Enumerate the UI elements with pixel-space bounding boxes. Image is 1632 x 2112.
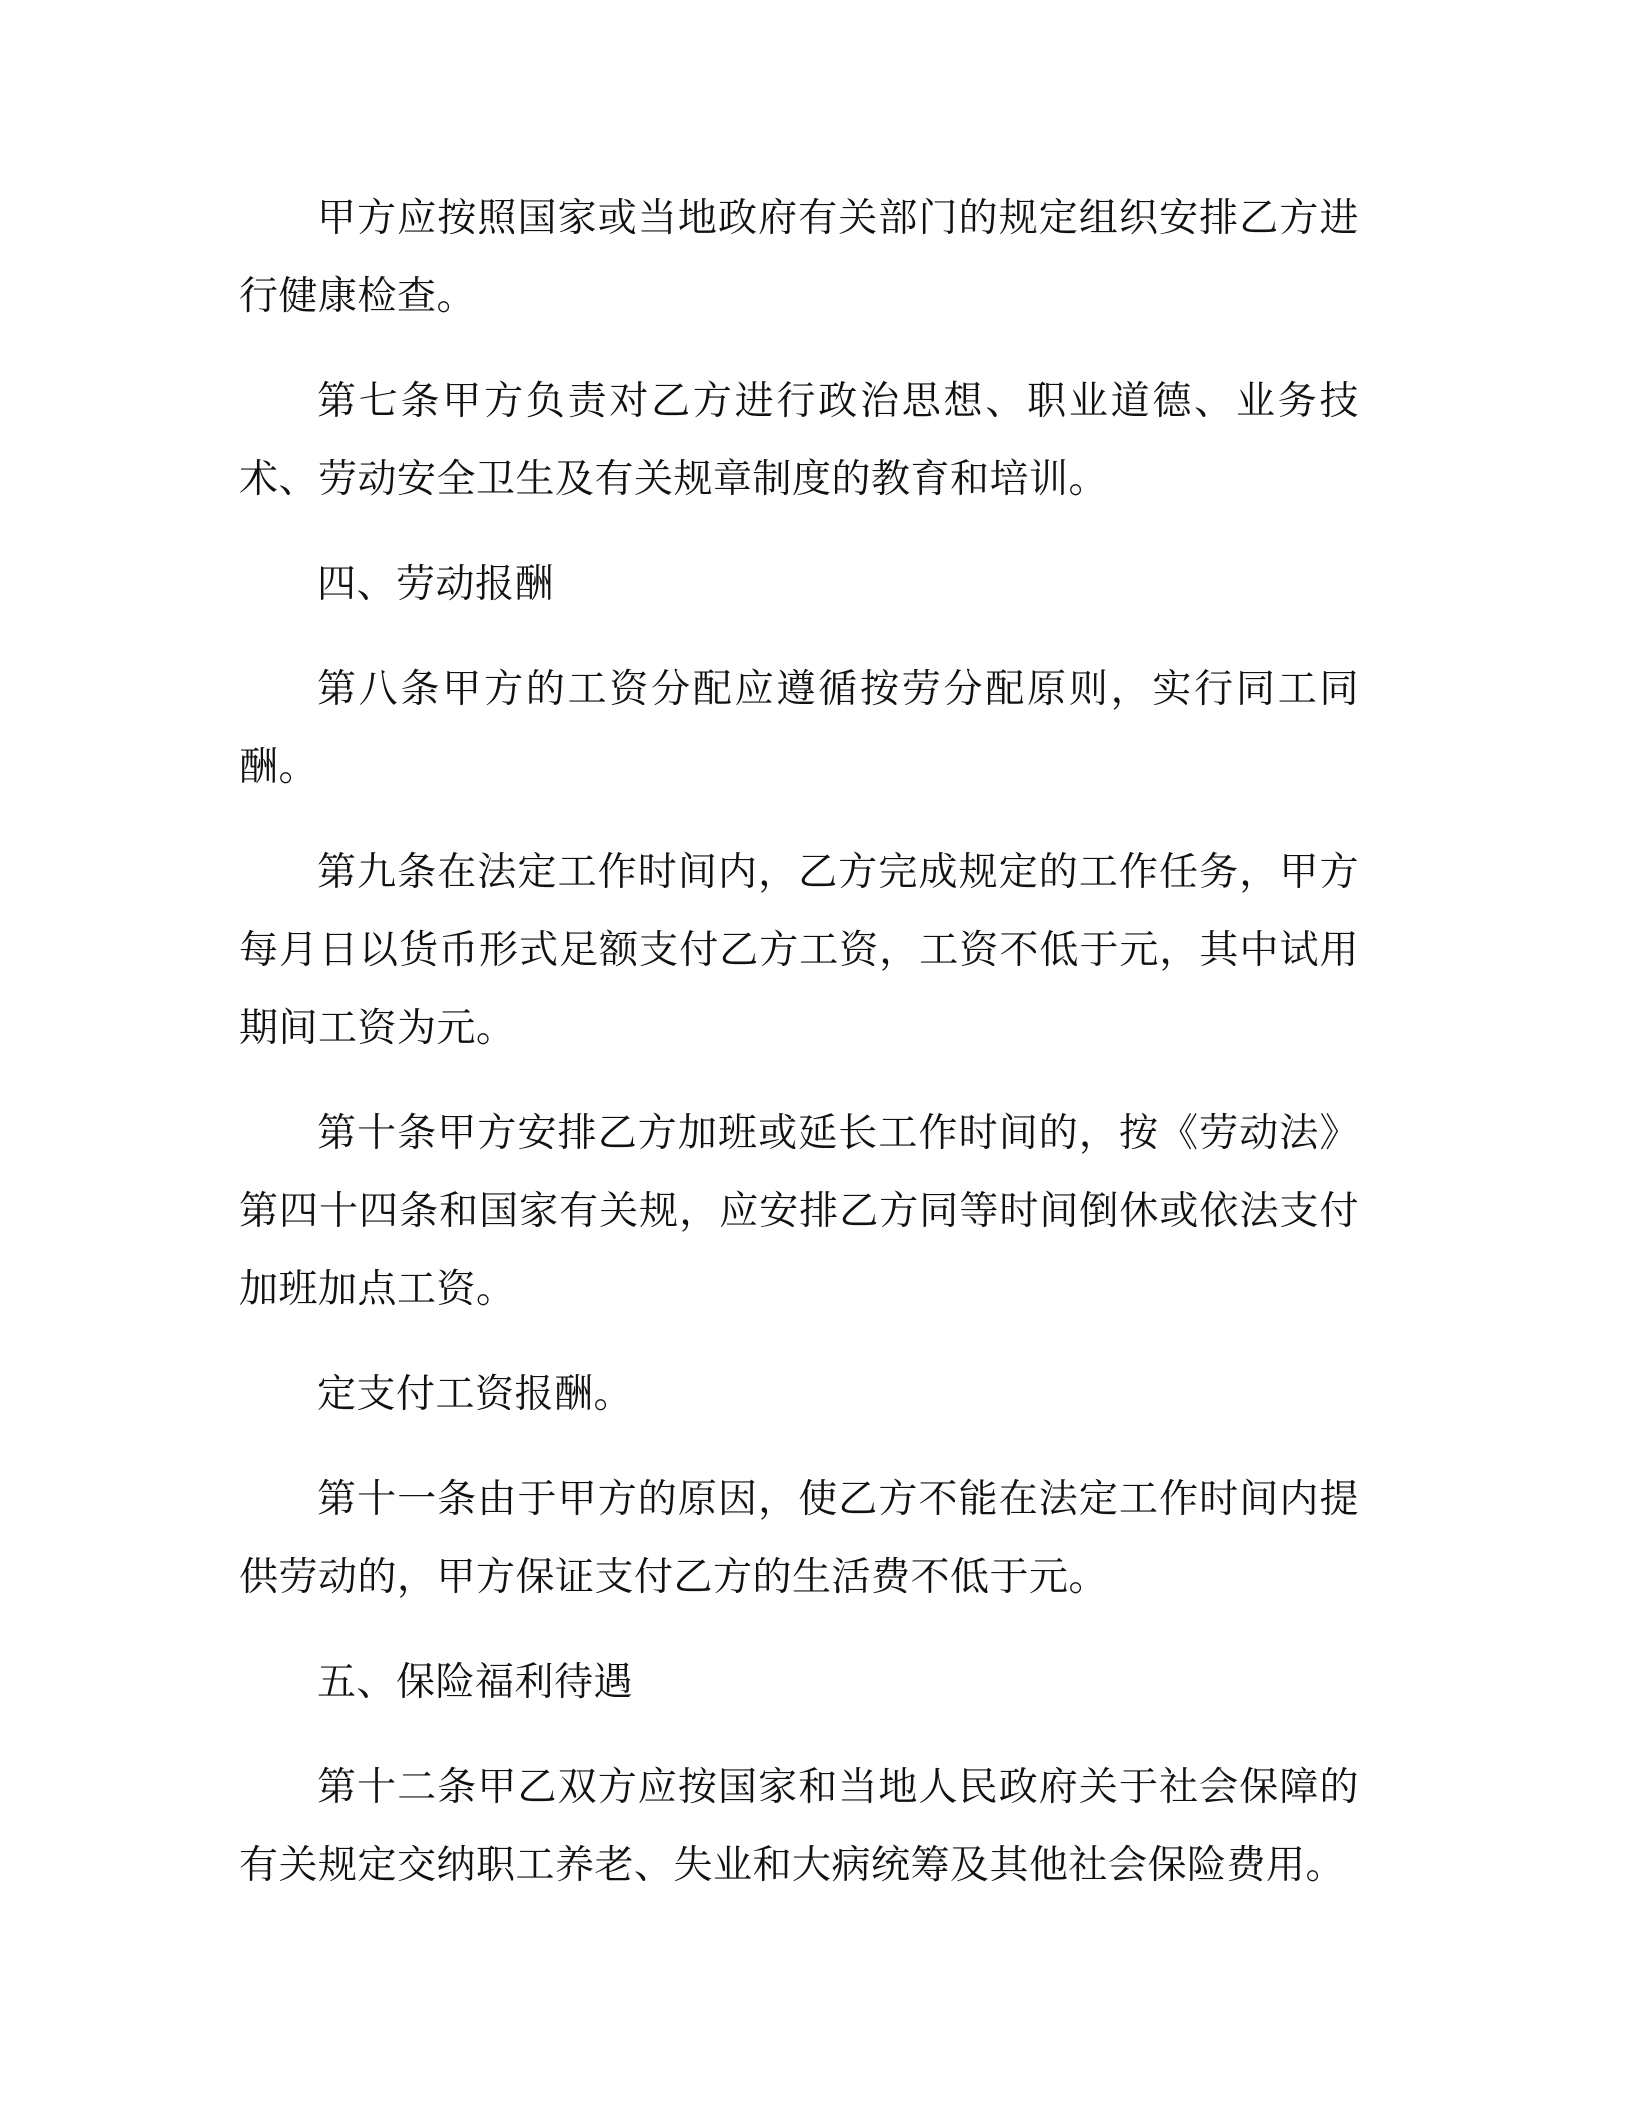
section-heading-insurance-welfare: 五、保险福利待遇 — [317, 1660, 634, 1705]
paragraph-article-8: 第八条甲方的工资分配应遵循按劳分配原则，实行同工同酬。 — [239, 667, 1359, 790]
paragraph-wage-payment: 定支付工资报酬。 — [317, 1372, 634, 1417]
section-heading-labor-remuneration: 四、劳动报酬 — [317, 562, 555, 607]
paragraph-article-12: 第十二条甲乙双方应按国家和当地人民政府关于社会保障的有关规定交纳职工养老、失业和大病统筹及其他社会保险费用。 — [239, 1765, 1359, 1888]
paragraph-article-9: 第九条在法定工作时间内，乙方完成规定的工作任务，甲方每月日以货币形式足额支付乙方工资，工资不低于元，其中试用期间工资为元。 — [239, 850, 1359, 1051]
document-body — [239, 180, 1359, 1932]
paragraph-article-7: 第七条甲方负责对乙方进行政治思想、职业道德、业务技术、劳动安全卫生及有关规章制度的教育和培训。 — [239, 379, 1359, 502]
paragraph-article-11: 第十一条由于甲方的原因，使乙方不能在法定工作时间内提供劳动的，甲方保证支付乙方的生活费不低于元。 — [239, 1477, 1359, 1600]
paragraph-health-check: 甲方应按照国家或当地政府有关部门的规定组织安排乙方进行健康检查。 — [239, 196, 1359, 319]
paragraph-article-10: 第十条甲方安排乙方加班或延长工作时间的，按《劳动法》第四十四条和国家有关规，应安排乙方同等时间倒休或依法支付加班加点工资。 — [239, 1111, 1359, 1312]
